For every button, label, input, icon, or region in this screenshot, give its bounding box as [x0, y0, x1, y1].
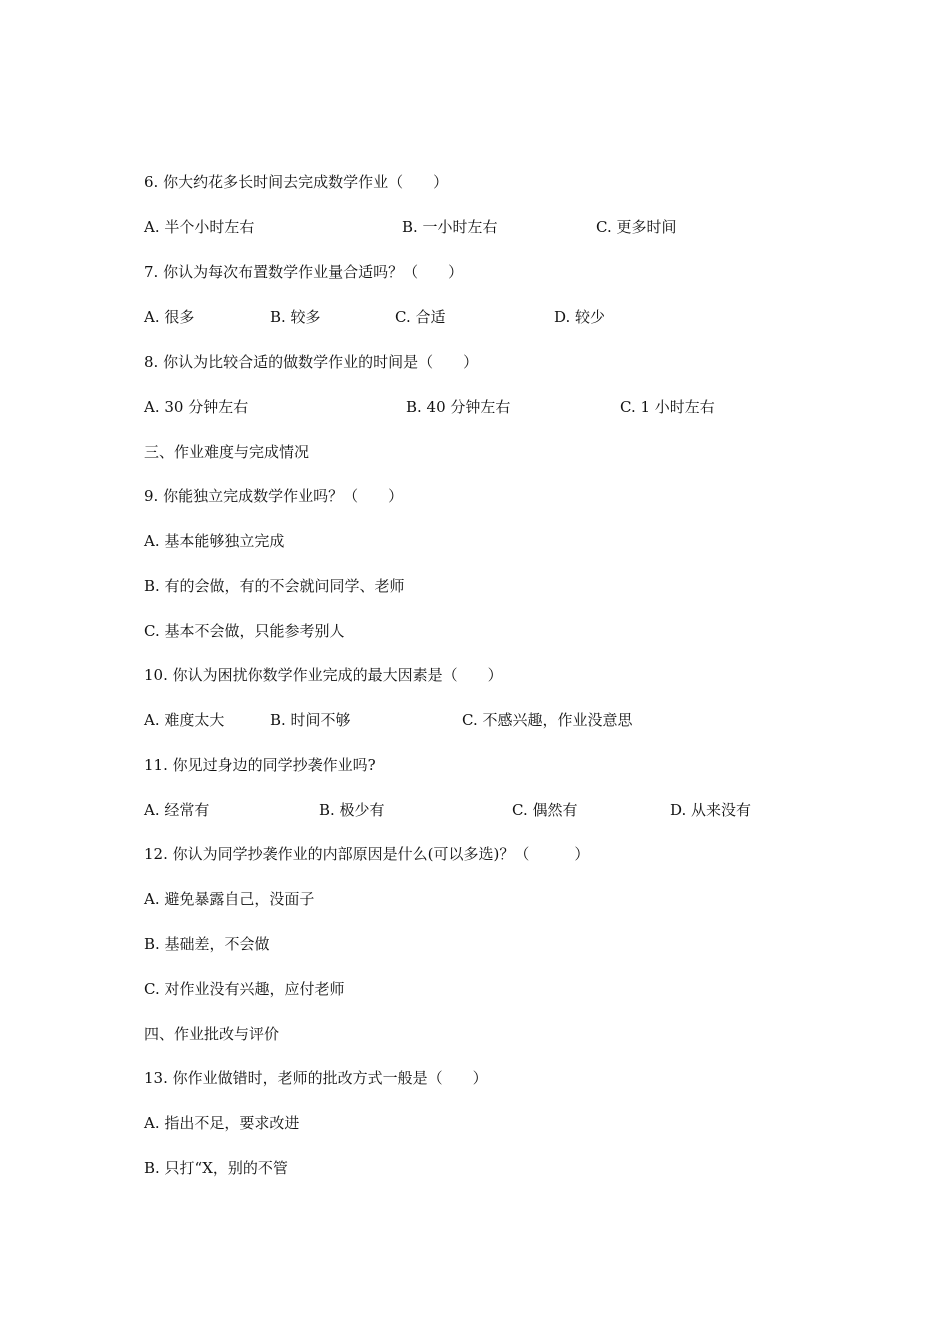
- question-10: 10. 你认为困扰你数学作业完成的最大因素是（ ）: [144, 666, 503, 684]
- question-9: 9. 你能独立完成数学作业吗？（ ）: [144, 487, 404, 505]
- option-a: A. 30 分钟左右: [144, 398, 249, 416]
- option-c: C. 偶然有: [512, 801, 578, 819]
- question-9-option-c: C. 基本不会做，只能参考别人: [144, 622, 345, 640]
- option-b: B. 极少有: [319, 801, 385, 819]
- option-c: C. 更多时间: [596, 218, 677, 236]
- option-b: B. 40 分钟左右: [406, 398, 511, 416]
- question-6: 6. 你大约花多长时间去完成数学作业（ ）: [144, 173, 449, 191]
- option-b: B. 一小时左右: [402, 218, 498, 236]
- question-8: 8. 你认为比较合适的做数学作业的时间是（ ）: [144, 353, 479, 371]
- question-12-option-a: A. 避免暴露自己，没面子: [144, 890, 315, 908]
- option-a: A. 难度太大: [144, 711, 225, 729]
- question-13-option-a: A. 指出不足，要求改进: [144, 1114, 300, 1132]
- question-12-option-c: C. 对作业没有兴趣，应付老师: [144, 980, 345, 998]
- option-b: B. 较多: [270, 308, 321, 326]
- option-c: C. 合适: [395, 308, 446, 326]
- section-heading-3: 三、作业难度与完成情况: [144, 443, 310, 461]
- question-13-option-b: B. 只打“X，别的不管: [144, 1159, 288, 1177]
- question-12-option-b: B. 基础差，不会做: [144, 935, 270, 953]
- option-a: A. 半个小时左右: [144, 218, 255, 236]
- question-9-option-b: B. 有的会做，有的不会就问同学、老师: [144, 577, 405, 595]
- option-a: A. 很多: [144, 308, 195, 326]
- option-d: D. 较少: [554, 308, 606, 326]
- section-heading-4: 四、作业批改与评价: [144, 1025, 280, 1043]
- question-12: 12. 你认为同学抄袭作业的内部原因是什么(可以多选)？（ ）: [144, 845, 590, 863]
- question-9-option-a: A. 基本能够独立完成: [144, 532, 285, 550]
- option-c: C. 不感兴趣，作业没意思: [462, 711, 633, 729]
- option-c: C. 1 小时左右: [620, 398, 715, 416]
- option-d: D. 从来没有: [670, 801, 752, 819]
- option-a: A. 经常有: [144, 801, 210, 819]
- question-7: 7. 你认为每次布置数学作业量合适吗？（ ）: [144, 263, 464, 281]
- question-11: 11. 你见过身边的同学抄袭作业吗?: [144, 756, 376, 774]
- option-b: B. 时间不够: [270, 711, 351, 729]
- question-13: 13. 你作业做错时，老师的批改方式一般是（ ）: [144, 1069, 488, 1087]
